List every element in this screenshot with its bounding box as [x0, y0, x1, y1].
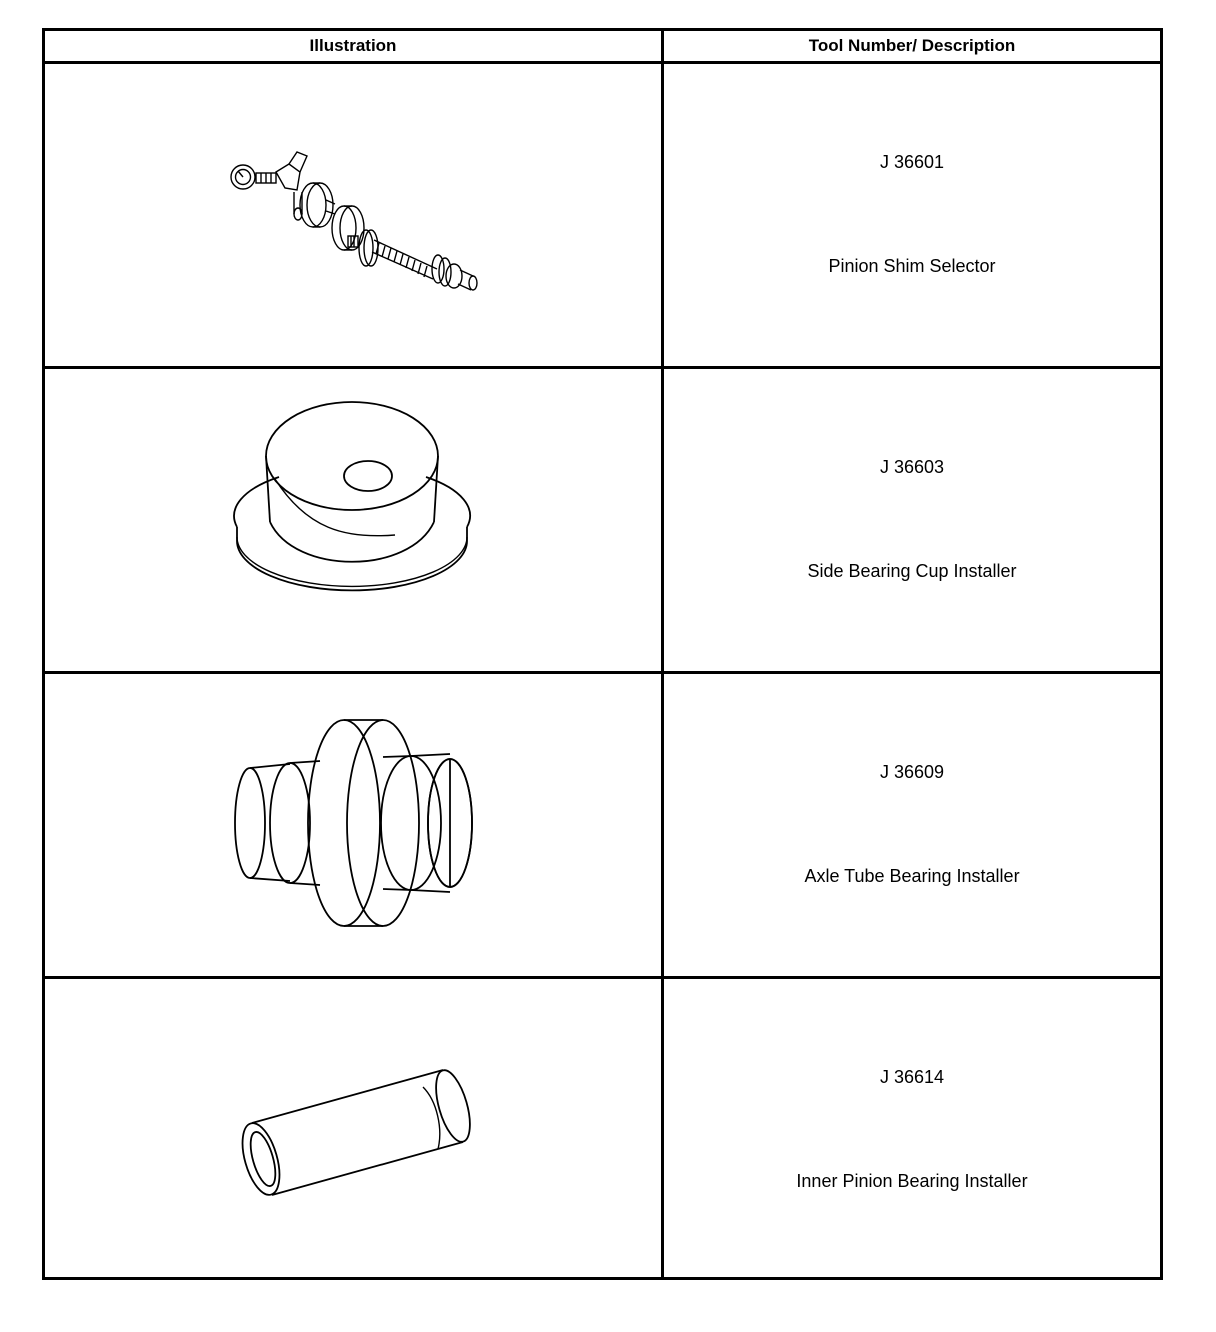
tool-number: J 36601 — [879, 152, 945, 172]
pinion-shim-selector-icon — [45, 64, 661, 366]
tool-number: J 36609 — [879, 762, 945, 782]
table-row — [45, 369, 1160, 674]
table-row — [45, 979, 1160, 1277]
tool-table — [42, 28, 1163, 1280]
tool-description: Inner Pinion Bearing Installer — [796, 1171, 1028, 1191]
table-row — [45, 674, 1160, 979]
header-tool-description: Tool Number/ Description — [808, 36, 1016, 55]
tool-number: J 36614 — [879, 1067, 945, 1087]
header-illustration: Illustration — [309, 36, 397, 55]
tool-number: J 36603 — [879, 457, 945, 477]
table-header — [45, 31, 1160, 64]
table-row — [45, 64, 1160, 369]
inner-pinion-bearing-installer-icon — [45, 979, 661, 1277]
axle-tube-bearing-installer-icon — [45, 674, 661, 976]
tool-description: Side Bearing Cup Installer — [807, 561, 1017, 581]
side-bearing-cup-installer-icon — [45, 369, 661, 671]
tool-description: Pinion Shim Selector — [828, 256, 996, 276]
tool-description: Axle Tube Bearing Installer — [804, 866, 1020, 886]
